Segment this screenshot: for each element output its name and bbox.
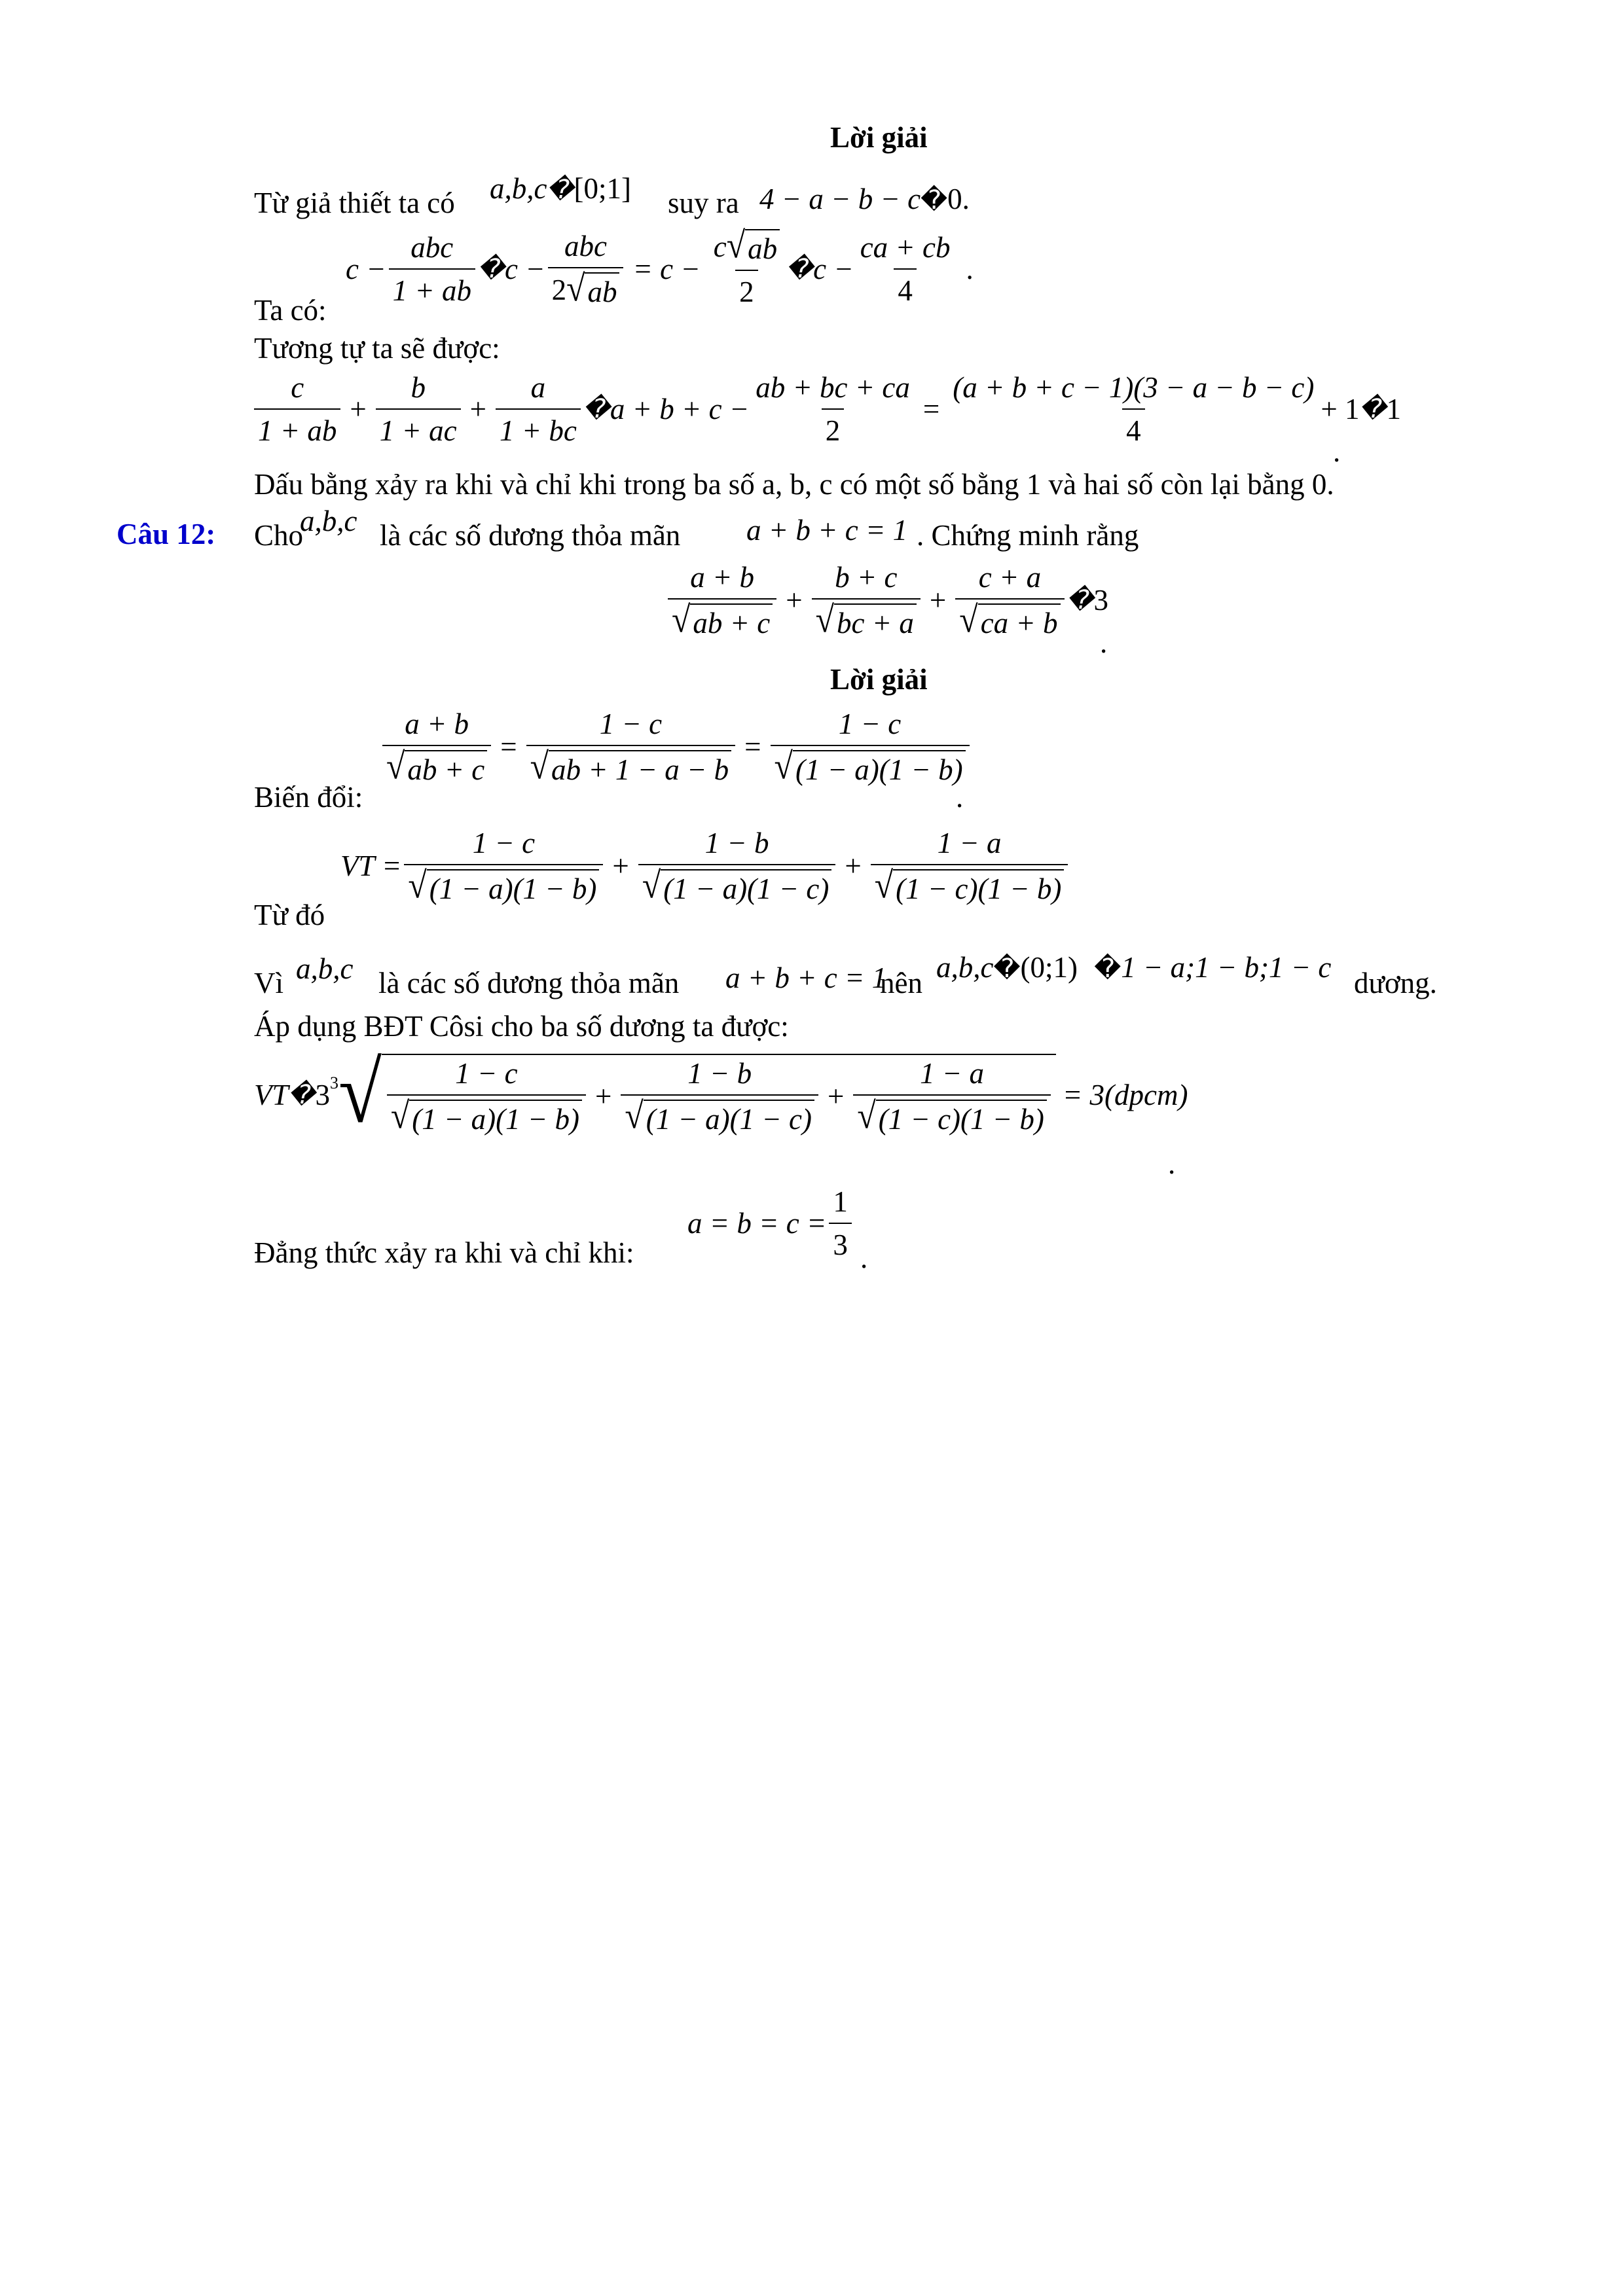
missing-glyph-icon: � (547, 175, 574, 205)
question-12-prove: . Chứng minh rằng (917, 519, 1139, 552)
period: . (962, 183, 970, 215)
denominator: 1 + ab (389, 268, 475, 308)
numerator: abc (410, 231, 454, 264)
radicand: ab + c (690, 603, 773, 640)
math-expr: 4 − a − b − c (759, 183, 921, 215)
sqrt (774, 745, 966, 787)
denominator: 2 (822, 408, 845, 448)
numerator: abc (564, 230, 608, 262)
denominator (853, 1094, 1051, 1136)
numerator: 1 − c (599, 708, 663, 740)
sqrt-sign-icon: √ (642, 865, 661, 906)
plus-sign: + (786, 584, 803, 617)
since-condition: a + b + c = 1 (725, 961, 887, 994)
numerator: ab + bc + ca (756, 371, 910, 404)
numerator: 1 − c (472, 827, 536, 859)
plus-sign: + (929, 584, 947, 617)
radicand: (1 − a)(1 − b) (409, 1100, 582, 1136)
numerator: a + b (690, 561, 755, 594)
since-nen: nên (880, 967, 922, 999)
math-interval: [0;1] (574, 172, 631, 205)
sqrt-sign-icon: √ (566, 268, 585, 310)
period: . (1168, 1147, 1176, 1180)
missing-glyph-icon: � (288, 1080, 316, 1110)
sqrt-sign-icon: √ (959, 599, 978, 641)
sqrt-sign-icon: √ (874, 865, 894, 906)
premise-suy-ra: suy ra (668, 187, 739, 219)
sqrt (815, 599, 917, 641)
fraction (955, 560, 1064, 640)
sqrt-sign-icon: √ (408, 865, 427, 906)
apply-am-gm-text: Áp dụng BĐT Côsi cho ba số dương ta được: (254, 1010, 789, 1043)
math-vars: a,b,c (490, 172, 547, 205)
fraction (853, 1056, 1051, 1136)
missing-glyph-icon: � (1067, 585, 1094, 615)
radicand: (1 − a)(1 − c) (661, 869, 831, 906)
question-12-inequality (665, 560, 1108, 640)
fraction (871, 826, 1068, 906)
math-terms: 1 − a;1 − b;1 − c (1121, 951, 1332, 984)
numerator: ca + cb (860, 231, 951, 264)
math-interval: (0;1) (1020, 951, 1078, 984)
plus-sign: + (612, 850, 629, 882)
term-one: 1 (1386, 393, 1402, 425)
premise-math-vars (490, 171, 631, 206)
period: . (966, 253, 974, 285)
question-12-label: Câu 12: (117, 518, 216, 550)
denominator (387, 1094, 586, 1136)
plus-sign: + (469, 393, 486, 425)
period: . (1100, 626, 1108, 659)
fraction (668, 560, 776, 640)
missing-glyph-icon: � (1094, 954, 1122, 984)
similar-equation (251, 370, 1401, 448)
fraction (856, 230, 955, 308)
equality-condition-text: Dấu bằng xảy ra khi và chỉ khi trong ba số a, b, c có một số bằng 1 và hai số còn lại bằng 0. (254, 468, 1334, 501)
term-c: c − (813, 253, 854, 285)
plus-sign: + (827, 1080, 845, 1113)
numerator: 1 − b (687, 1057, 752, 1090)
radicand (382, 1054, 1056, 1136)
fraction (389, 230, 475, 308)
sqrt (642, 865, 832, 906)
radicand: bc + a (834, 603, 917, 640)
fraction (621, 1056, 818, 1136)
missing-glyph-icon: � (477, 254, 505, 284)
equals-sign: = (922, 393, 940, 425)
missing-glyph-icon: � (993, 954, 1021, 984)
denominator (812, 598, 921, 640)
solution-heading: Lời giải (830, 121, 928, 154)
fraction (526, 707, 736, 787)
fraction (949, 370, 1318, 448)
tuong-tu-text: Tương tự ta sẽ được: (254, 332, 500, 365)
premise-text (254, 188, 455, 218)
math-zero: 0 (947, 183, 962, 215)
fraction (496, 370, 581, 448)
fraction (376, 370, 461, 448)
sqrt (390, 1095, 582, 1137)
coef: 3 (315, 1079, 331, 1111)
sqrt (408, 865, 599, 906)
denominator: 3 (829, 1223, 852, 1262)
transform-label: Biến đổi: (254, 781, 363, 814)
fraction (710, 224, 784, 309)
numerator: a + b (405, 708, 469, 740)
sqrt-sign-icon: √ (386, 745, 405, 787)
cube-root (338, 1045, 1056, 1141)
sqrt (386, 745, 487, 787)
denominator: 1 + ac (376, 408, 461, 448)
numerator: (a + b + c − 1)(3 − a − b − c) (953, 371, 1315, 404)
plus-sign: + (350, 393, 367, 425)
numerator: c + a (978, 561, 1042, 594)
equality-equation (687, 1185, 854, 1262)
coef: c (713, 230, 727, 263)
plus-sign: + (845, 850, 862, 882)
numerator: 1 − c (838, 708, 902, 740)
fraction (387, 1056, 586, 1136)
am-gm-inequality (254, 1045, 1188, 1141)
term-c: c − (346, 253, 386, 285)
vt-lhs: VT (254, 1079, 289, 1111)
denominator: 2 (735, 270, 758, 309)
sqrt-sign-icon: √ (774, 745, 793, 787)
fraction (771, 707, 970, 787)
rhs-value: 3 (1093, 584, 1109, 617)
fraction (829, 1185, 852, 1262)
sqrt-sign-icon: √ (726, 224, 746, 266)
numerator: c (291, 371, 304, 404)
denominator (404, 864, 603, 906)
radicand: (1 − a)(1 − b) (427, 869, 600, 906)
sqrt (625, 1095, 814, 1137)
radicand: ab (745, 229, 780, 266)
since-mid: là các số dương thỏa mãn (378, 967, 680, 999)
denominator: 1 + ab (254, 408, 340, 448)
ta-co-label: Ta có: (254, 294, 327, 327)
missing-glyph-icon: � (921, 185, 948, 215)
denominator (771, 745, 970, 787)
question-12-cho: Cho (254, 519, 304, 552)
solution-heading-2: Lời giải (830, 663, 928, 696)
premise-prefix: Từ giả thiết ta có (254, 187, 455, 219)
root-sign-icon: √ (338, 1045, 382, 1141)
sqrt (874, 865, 1065, 906)
since-end: dương. (1354, 967, 1437, 999)
missing-glyph-icon: � (786, 254, 814, 284)
fraction (382, 707, 491, 787)
since-range (936, 950, 1331, 984)
sqrt (857, 1095, 1047, 1137)
premise-math-ineq (759, 182, 970, 216)
numerator: 1 − b (704, 827, 769, 859)
denominator (955, 598, 1064, 640)
radicand: ab + c (405, 750, 487, 787)
term-c: c − (504, 253, 545, 285)
numerator: 1 (833, 1185, 848, 1218)
fraction (548, 229, 624, 309)
sqrt-sign-icon: √ (857, 1095, 876, 1137)
equals-term: = c − (632, 253, 701, 285)
equals-sign: = (744, 730, 761, 763)
question-12-vars: a,b,c (300, 505, 357, 537)
denominator (668, 598, 776, 640)
fraction (254, 370, 340, 448)
since-text: Vì (254, 967, 283, 999)
sqrt-sign-icon: √ (672, 599, 691, 641)
coef: 2 (551, 274, 567, 306)
fraction (404, 826, 603, 906)
radicand: (1 − a)(1 − c) (644, 1100, 814, 1136)
transform-equation (380, 707, 972, 787)
numerator: a (530, 371, 546, 404)
denominator (526, 745, 736, 787)
denominator (871, 864, 1068, 906)
fraction (638, 826, 836, 906)
numerator: 1 − c (455, 1057, 518, 1090)
numerator: 1 − a (920, 1057, 985, 1090)
denominator (621, 1094, 818, 1136)
plus-sign: + (594, 1080, 612, 1113)
period: . (1333, 435, 1341, 468)
numerator: b (410, 371, 426, 404)
denominator (638, 864, 836, 906)
radicand: (1 − c)(1 − b) (876, 1100, 1047, 1136)
equality-lhs: a = b = c = (687, 1207, 827, 1240)
ta-co-equation (346, 224, 974, 310)
missing-glyph-icon: � (1359, 394, 1387, 424)
denominator: 4 (894, 268, 917, 308)
sqrt (672, 599, 773, 641)
radicand: ab (585, 272, 619, 309)
rhs-dpcm: = 3(dpcm) (1062, 1079, 1188, 1111)
denominator: 4 (1122, 408, 1145, 448)
vt-lhs: VT = (340, 850, 402, 882)
denominator (382, 745, 491, 787)
therefore-label: Từ đó (254, 899, 325, 931)
period: . (956, 781, 964, 814)
radicand: (1 − c)(1 − b) (893, 869, 1064, 906)
equality-label: Đẳng thức xảy ra khi và chỉ khi: (254, 1236, 634, 1269)
sqrt (530, 745, 732, 787)
sqrt-sign-icon: √ (625, 1095, 644, 1137)
fraction (812, 560, 921, 640)
question-12-condition: a + b + c = 1 (746, 514, 908, 547)
since-vars: a,b,c (296, 952, 354, 985)
numerator: b + c (835, 561, 898, 594)
numerator (710, 224, 784, 270)
sqrt (959, 599, 1060, 641)
sqrt-sign-icon: √ (815, 599, 835, 641)
denominator: 1 + bc (496, 408, 581, 448)
term-sum: a + b + c − (610, 393, 750, 425)
radicand: ca + b (978, 603, 1061, 640)
sqrt-sign-icon: √ (530, 745, 549, 787)
sqrt (566, 268, 619, 310)
vt-equation (340, 826, 1070, 906)
radicand: (1 − a)(1 − b) (793, 750, 966, 787)
sqrt (726, 224, 780, 266)
radicand: ab + 1 − a − b (549, 750, 731, 787)
term-plus-one: + 1 (1321, 393, 1360, 425)
numerator: 1 − a (937, 827, 1002, 859)
sqrt-sign-icon: √ (390, 1095, 410, 1137)
missing-glyph-icon: � (583, 394, 610, 424)
denominator (548, 267, 624, 309)
period: . (860, 1242, 868, 1274)
question-12-text: là các số dương thỏa mãn (380, 519, 681, 552)
fraction (752, 370, 914, 448)
math-vars: a,b,c (936, 951, 994, 984)
root-index: 3 (330, 1073, 339, 1092)
equals-sign: = (500, 730, 517, 763)
